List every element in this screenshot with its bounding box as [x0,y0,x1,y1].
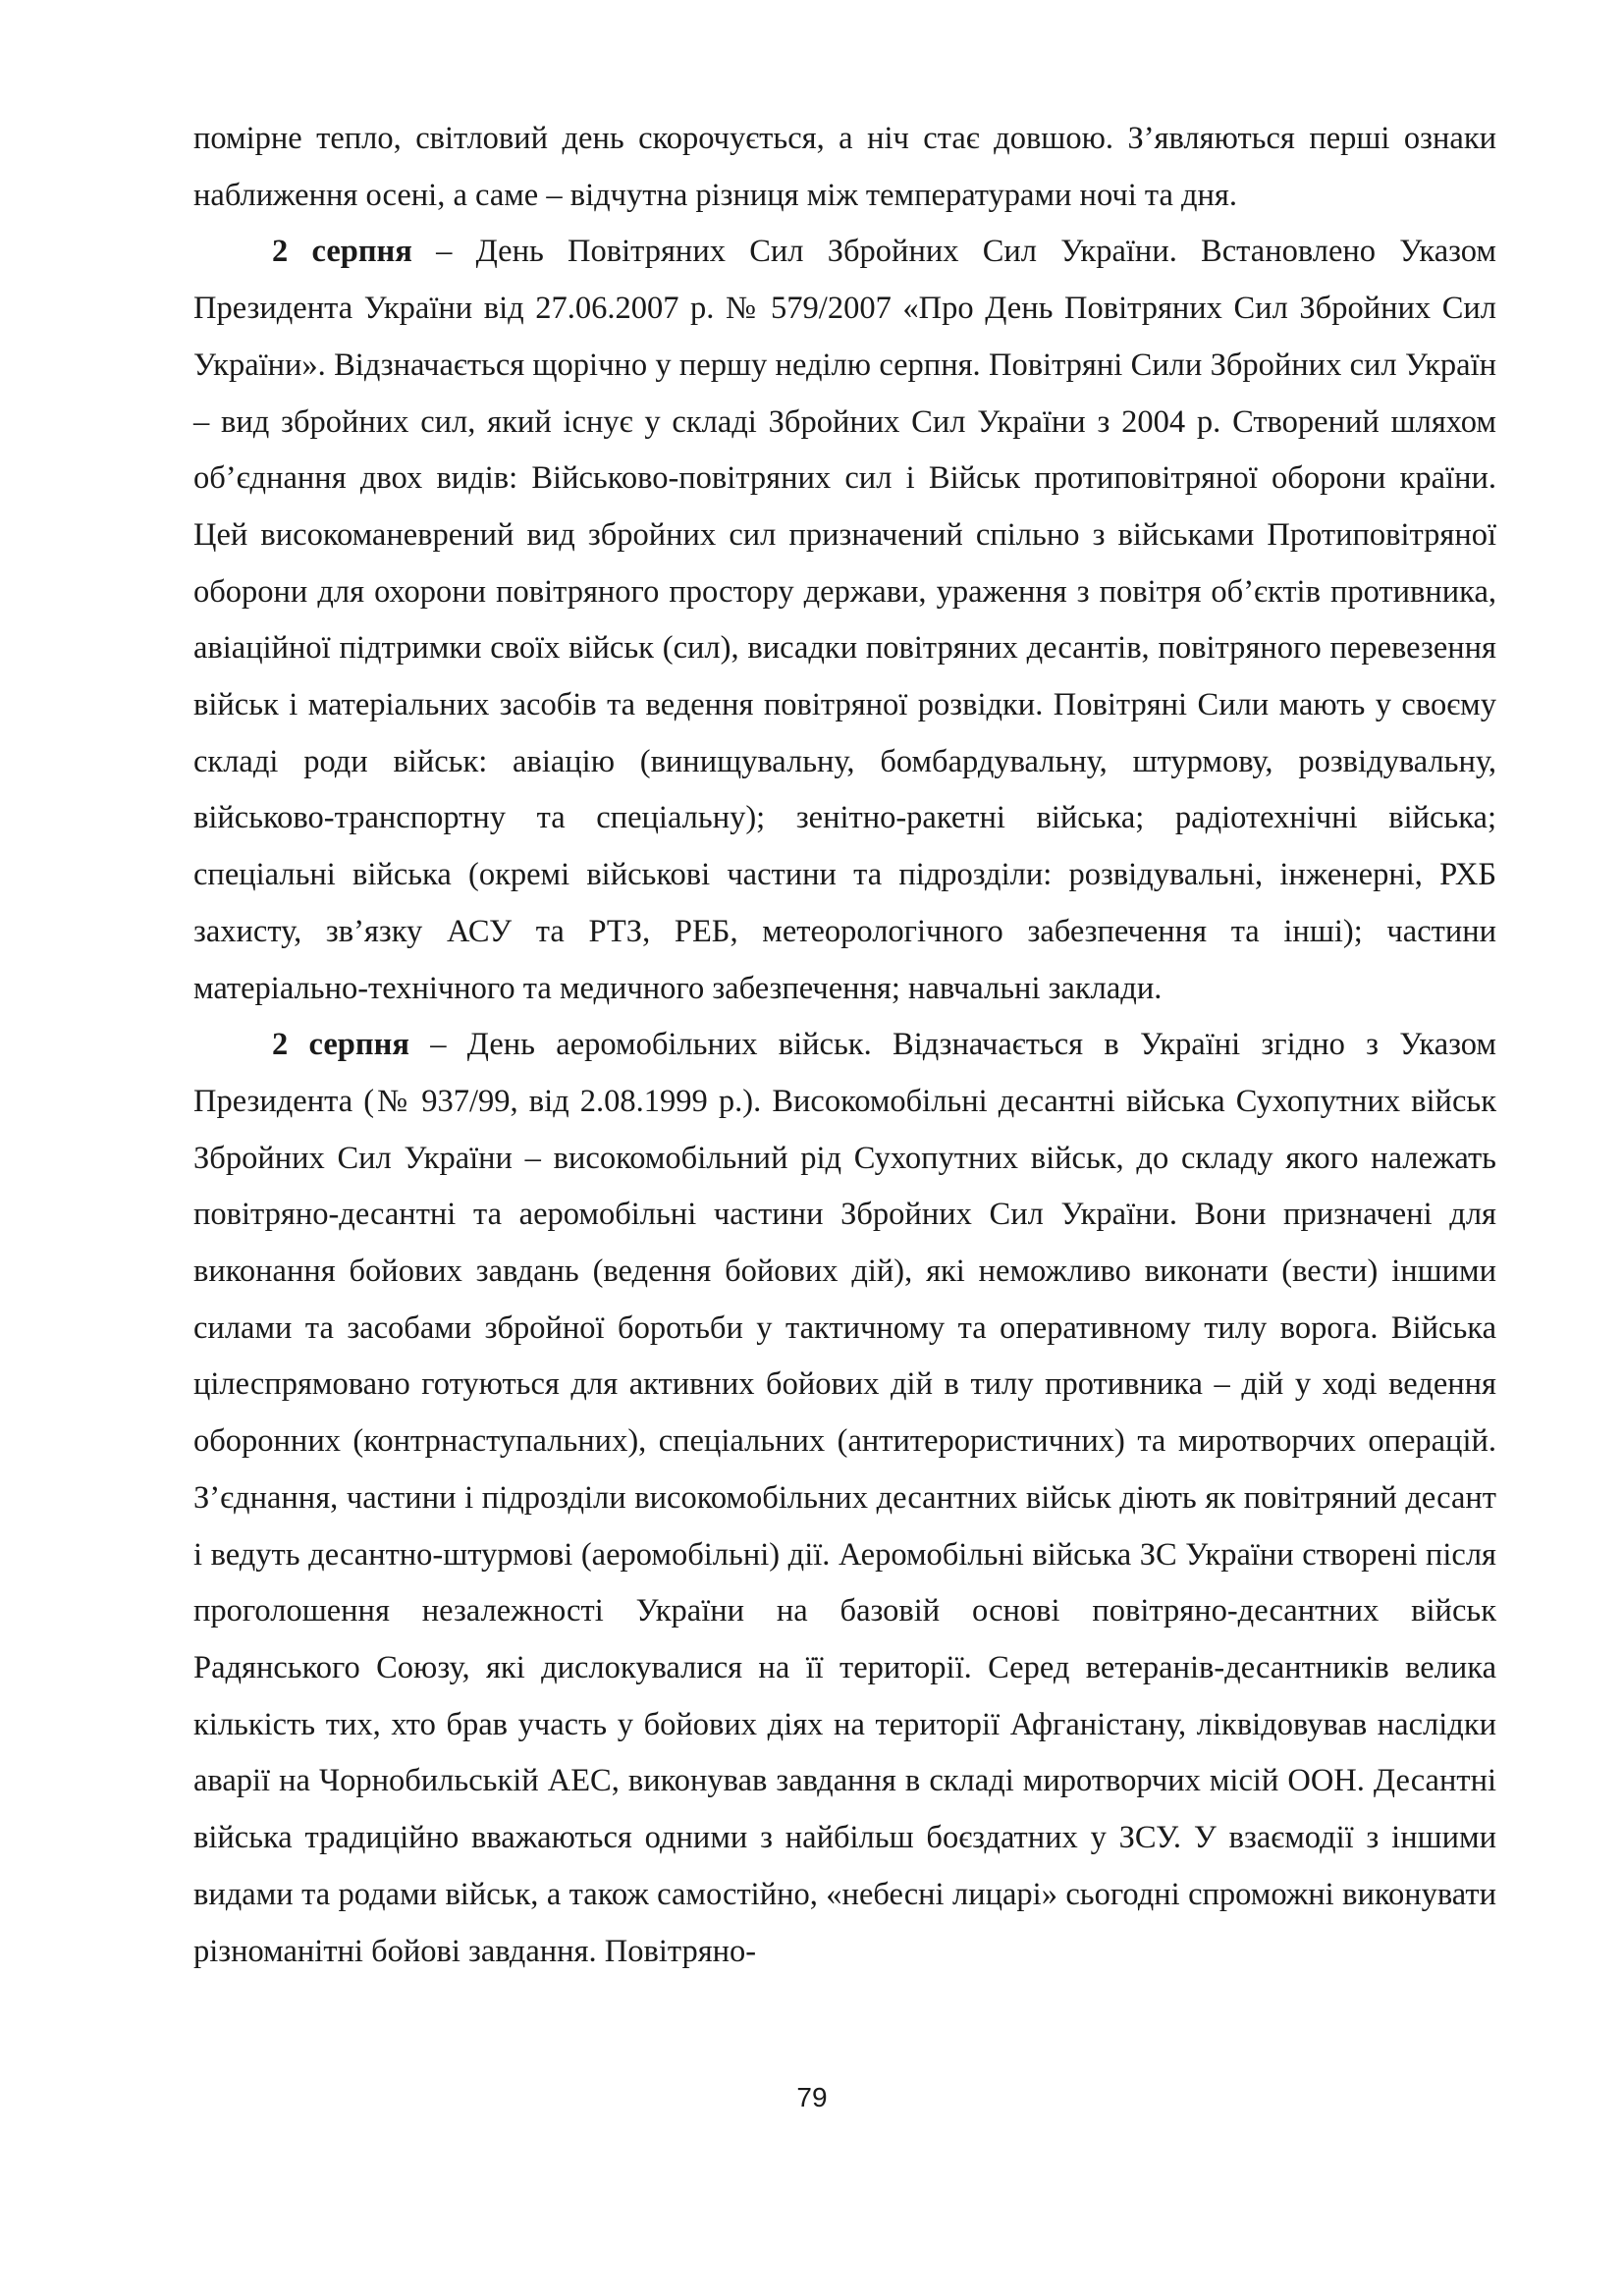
paragraph-text: – День Повітряних Сил Збройних Сил України. Встановлено Указом Президента України від 27.06.2007 р. № 579/2007 «Про День Повітряних Сил Збройних Сил України». Відзначається щорічно у першу неділю серпня. Повітряні Сили Збройних сил Україн – вид збройних сил, який існує у складі Збройних Сил України з 2004 р. Створений шляхом об’єднання двох видів: Військово-повітряних сил і Військ протиповітряної оборони країни. Цей високоманеврений вид збройних сил призначений спільно з військами Протиповітряної оборони для охорони повітряного простору держави, ураження з повітря об’єктів противника, авіаційної підтримки своїх військ (сил), висадки повітряних десантів, повітряного перевезення військ і матеріальних засобів та ведення повітряної розвідки. Повітряні Сили мають у своєму складі роди військ: авіацію (винищувальну, бомбардувальну, штурмову, розвідувальну, військово-транспортну та спеціальну); зенітно-ракетні війська; радіотехнічні війська; спеціальні війська (окремі військові частини та підрозділи: розвідувальні, інженерні, РХБ захисту, зв’язку АСУ та РТЗ, РЕБ, метеорологічного забезпечення та інші); частини матеріально-технічного та медичного забезпечення; навчальні заклади. [193,234,1496,1006]
paragraph-continuation [193,111,1496,224]
paragraph-air-force-day [193,224,1496,1017]
date-heading: 2 серпня [272,1027,409,1063]
paragraph-airmobile-troops-day [193,1017,1496,1980]
date-heading: 2 серпня [272,234,412,270]
document-body [193,111,1496,1980]
paragraph-text: – День аеромобільних військ. Відзначається в Україні згідно з Указом Президента (№ 937/99, від 2.08.1999 р.). Високомобільні десантні війська Сухопутних військ Збройних Сил України – високомобільний рід Сухопутних військ, до складу якого належать повітряно-десантні та аеромобільні частини Збройних Сил України. Вони призначені для виконання бойових завдань (ведення бойових дій), які неможливо виконати (вести) іншими силами та засобами збройної боротьби у тактичному та оперативному тилу ворога. Війська цілеспрямовано готуються для активних бойових дій в тилу противника – дій у ході ведення оборонних (контрнаступальних), спеціальних (антитерористичних) та миротворчих операцій. З’єднання, частини і підрозділи високомобільних десантних військ діють як повітряний десант і ведуть десантно-штурмові (аеромобільні) дії. Аеромобільні війська ЗС України створені після проголошення незалежності України на базовій основі повітряно-десантних військ Радянського Союзу, які дислокувалися на її території. Серед ветеранів-десантників велика кількість тих, хто брав участь у бойових діях на території Афганістану, ліквідовував наслідки аварії на Чорнобильській АЕС, виконував завдання в складі миротворчих місій ООН. Десантні війська традиційно вважаються одними з найбільш боєздатних у ЗСУ. У взаємодії з іншими видами та родами військ, а також самостійно, «небесні лицарі» сьогодні спроможні виконувати різноманітні бойові завдання. Повітряно- [193,1027,1496,1969]
paragraph-text: помірне тепло, світловий день скорочується, а ніч стає довшою. З’являються перші ознаки наближення осені, а саме – відчутна різниця між температурами ночі та дня. [193,121,1496,213]
page-number: 79 [796,2082,828,2112]
